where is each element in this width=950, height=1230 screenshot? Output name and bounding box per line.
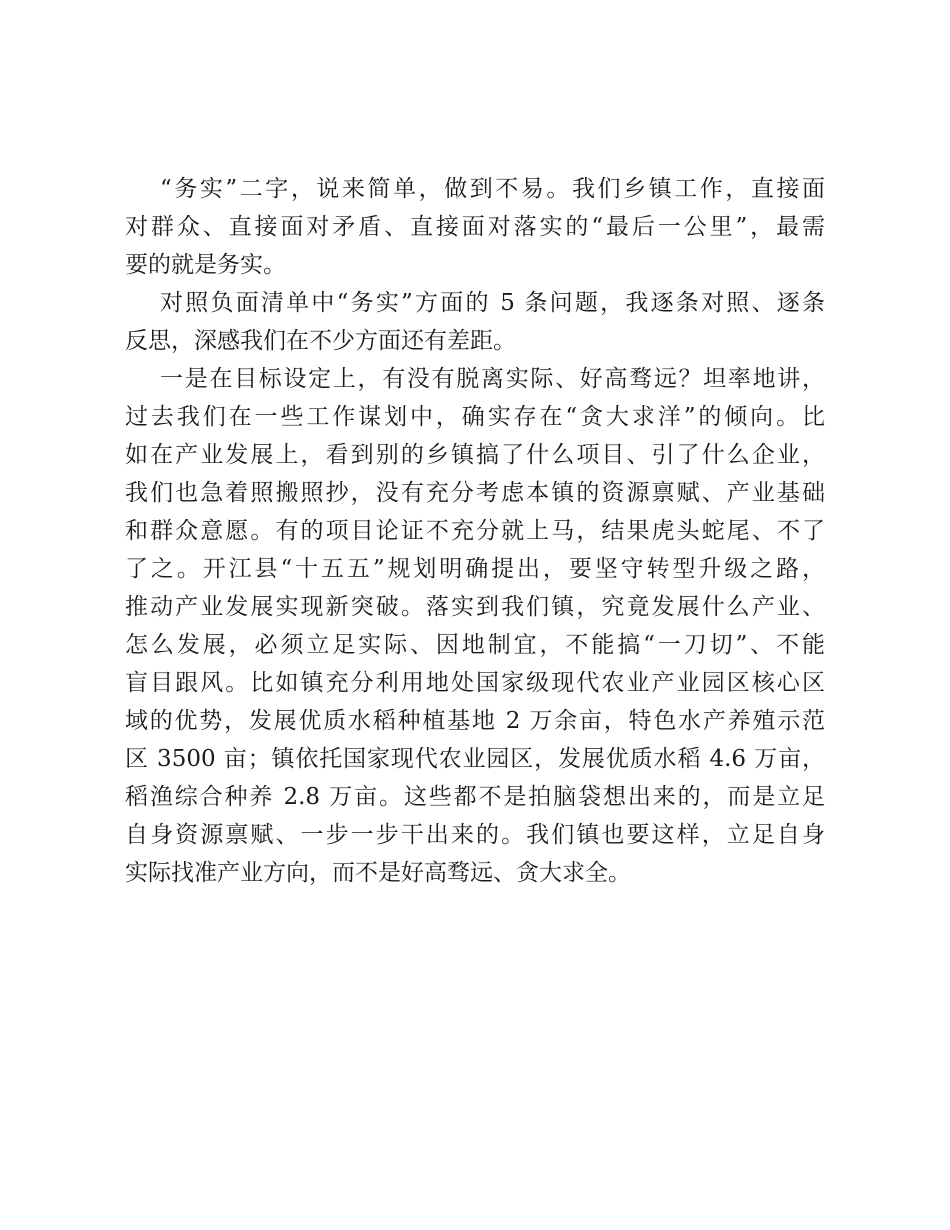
paragraph-3 <box>125 360 825 892</box>
text-line: 域的优势，发展优质水稻种植基地 2 万余亩，特色水产养殖示范 <box>125 708 825 734</box>
paragraph-1 <box>125 170 825 284</box>
text-line: 我们也急着照搬照抄，没有充分考虑本镇的资源禀赋、产业基础 <box>125 480 825 506</box>
document-body <box>125 170 825 892</box>
text-line: 怎么发展，必须立足实际、因地制宜，不能搞“一刀切”、不能 <box>125 632 825 658</box>
text-line: 盲目跟风。比如镇充分利用地处国家级现代农业产业园区核心区 <box>125 670 825 696</box>
text-line: 一是在目标设定上，有没有脱离实际、好高骛远？坦率地讲， <box>160 366 825 392</box>
text-line: 过去我们在一些工作谋划中，确实存在“贪大求洋”的倾向。比 <box>125 404 825 430</box>
text-line: 稻渔综合种养 2.8 万亩。这些都不是拍脑袋想出来的，而是立足 <box>125 784 825 810</box>
text-line: 推动产业发展实现新突破。落实到我们镇，究竟发展什么产业、 <box>125 594 825 620</box>
text-line: 实际找准产业方向，而不是好高骛远、贪大求全。 <box>125 860 631 886</box>
text-line: 要的就是务实。 <box>125 252 286 278</box>
text-line: 了之。开江县“十五五”规划明确提出，要坚守转型升级之路， <box>125 556 825 582</box>
text-line: 如在产业发展上，看到别的乡镇搞了什么项目、引了什么企业， <box>125 442 825 468</box>
text-line: 对照负面清单中“务实”方面的 5 条问题，我逐条对照、逐条 <box>160 290 825 316</box>
text-line: 区 3500 亩；镇依托国家现代农业园区，发展优质水稻 4.6 万亩， <box>125 746 825 772</box>
paragraph-2 <box>125 284 825 360</box>
text-line: 自身资源禀赋、一步一步干出来的。我们镇也要这样，立足自身 <box>125 822 825 848</box>
text-line: 和群众意愿。有的项目论证不充分就上马，结果虎头蛇尾、不了 <box>125 518 825 544</box>
text-line: “务实”二字，说来简单，做到不易。我们乡镇工作，直接面 <box>160 176 825 202</box>
text-line: 反思，深感我们在不少方面还有差距。 <box>125 328 516 354</box>
text-line: 对群众、直接面对矛盾、直接面对落实的“最后一公里”，最需 <box>125 214 825 240</box>
